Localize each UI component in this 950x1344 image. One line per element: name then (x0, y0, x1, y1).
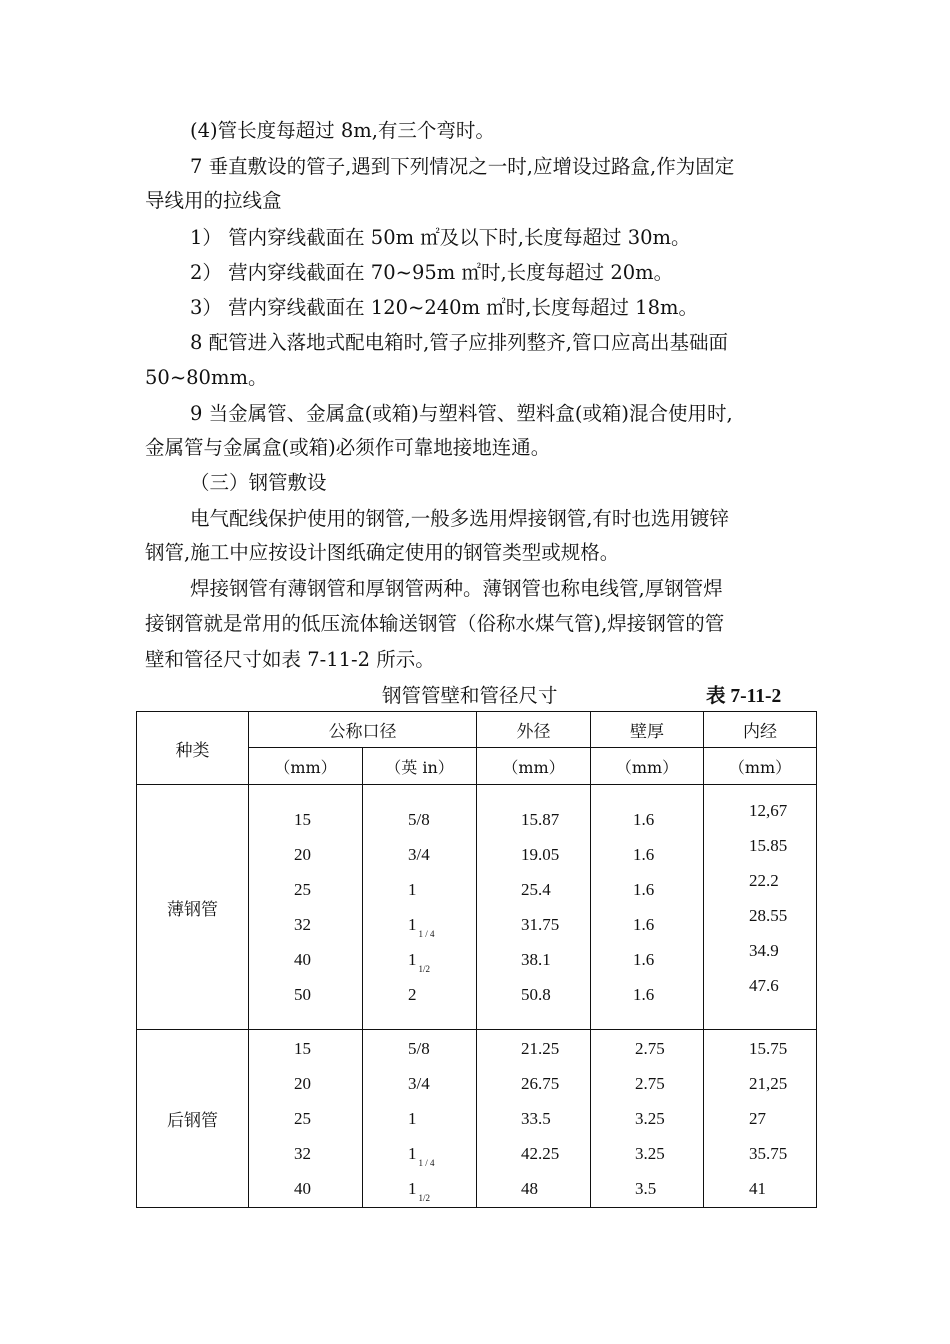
paragraph-line: 金属管与金属盒(或箱)必须作可靠地接地连通。 (145, 436, 551, 459)
header-kind: 种类 (137, 712, 249, 785)
kind-thin-pipe: 薄钢管 (137, 785, 249, 1030)
table-cell-value (408, 837, 476, 872)
value-list (477, 802, 590, 1012)
table-cell-value: 12,67 (749, 801, 788, 820)
table-cell-value (408, 1171, 476, 1206)
table-cell-value: 15 (294, 810, 311, 829)
table-cell-value: 34.9 (749, 941, 779, 960)
value-list (363, 1031, 476, 1206)
list-item: 2） 营内穿线截面在 70~95m ㎡时,长度每超过 20m。 (190, 261, 674, 284)
table-cell-value: 21,25 (749, 1074, 788, 1093)
col-id (704, 785, 817, 1030)
inch-value: 1 (408, 950, 417, 969)
table-cell-value: 2.75 (635, 1039, 665, 1058)
table-cell-value: 3.25 (635, 1109, 665, 1128)
header-wall: 壁厚 (591, 712, 704, 748)
table-cell-value (408, 1066, 476, 1101)
table-cell-value: 1.6 (633, 950, 655, 969)
header-nominal: 公称口径 (249, 712, 477, 748)
value-list (591, 802, 703, 1012)
paragraph-line: (4)管长度每超过 8m,有三个弯时。 (190, 119, 495, 142)
value-list (704, 793, 816, 1003)
paragraph-line: 焊接钢管有薄钢管和厚钢管两种。薄钢管也称电线管,厚钢管焊 (190, 577, 723, 600)
col-inch (363, 785, 477, 1030)
header-unit-od: （mm） (477, 748, 591, 785)
table-cell-value: 20 (294, 845, 311, 864)
table-cell-value: 31.75 (521, 915, 560, 934)
table-cell-value: 25.4 (521, 880, 551, 899)
inch-value: 2 (408, 985, 417, 1004)
table-cell-value: 40 (294, 1179, 311, 1198)
table-cell-value: 25 (294, 880, 311, 899)
table-cell-value (408, 907, 476, 942)
paragraph-line: 7 垂直敷设的管子,遇到下列情况之一时,应增设过路盒,作为固定 (190, 155, 735, 178)
paragraph-line: 壁和管径尺寸如表 7-11-2 所示。 (145, 648, 435, 671)
value-list (591, 1031, 703, 1206)
header-id: 内经 (704, 712, 817, 748)
table-cell-value (408, 1136, 476, 1171)
pipe-size-table (136, 711, 816, 1207)
table-cell-value: 1.6 (633, 810, 655, 829)
inch-value: 1 (408, 1109, 417, 1128)
header-od: 外径 (477, 712, 591, 748)
table-cell-value: 33.5 (521, 1109, 551, 1128)
paragraph-line: 50~80mm。 (145, 366, 268, 389)
table-cell-value: 38.1 (521, 950, 551, 969)
inch-value: 1 (408, 880, 417, 899)
inch-value: 1 (408, 915, 417, 934)
table-cell-value: 21.25 (521, 1039, 560, 1058)
header-unit-wall: （mm） (591, 748, 704, 785)
table-cell-value: 1.6 (633, 845, 655, 864)
inch-fraction: 1 / 4 (418, 1158, 435, 1168)
paragraph-line: 钢管,施工中应按设计图纸确定使用的钢管类型或规格。 (145, 541, 620, 564)
table-cell-value: 42.25 (521, 1144, 560, 1163)
col-mm (249, 785, 363, 1030)
col-od (477, 1030, 591, 1208)
section-heading: （三）钢管敷设 (190, 471, 327, 494)
table-cell-value: 48 (521, 1179, 538, 1198)
table-cell-value: 1.6 (633, 915, 655, 934)
table-cell-value (408, 977, 476, 1012)
header-unit-id: （mm） (704, 748, 817, 785)
table-cell-value: 28.55 (749, 906, 788, 925)
inch-value: 1 (408, 1144, 417, 1163)
table-number: 表 7-11-2 (706, 686, 782, 707)
table-cell-value (408, 872, 476, 907)
table-row (137, 785, 817, 1030)
paragraph-line: 电气配线保护使用的钢管,一般多选用焊接钢管,有时也选用镀锌 (190, 507, 729, 530)
inch-value: 5/8 (408, 1039, 430, 1058)
kind-thick-pipe: 后钢管 (137, 1030, 249, 1208)
list-item: 3） 营内穿线截面在 120~240m ㎡时,长度每超过 18m。 (190, 296, 698, 319)
table-cell-value: 35.75 (749, 1144, 788, 1163)
inch-fraction: 1/2 (418, 964, 431, 974)
col-id (704, 1030, 817, 1208)
inch-value: 5/8 (408, 810, 430, 829)
table-cell-value: 1.6 (633, 880, 655, 899)
table-caption: 钢管管壁和管径尺寸 (382, 684, 558, 707)
col-mm (249, 1030, 363, 1208)
inch-value: 1 (408, 1179, 417, 1198)
paragraph-line: 接钢管就是常用的低压流体输送钢管（俗称水煤气管),焊接钢管的管 (145, 612, 725, 635)
table-cell-value: 32 (294, 1144, 311, 1163)
list-item: 1） 管内穿线截面在 50m ㎡及以下时,长度每超过 30m。 (190, 226, 691, 249)
value-list (249, 1031, 362, 1206)
table-cell-value: 25 (294, 1109, 311, 1128)
table-cell-value: 19.05 (521, 845, 560, 864)
inch-fraction: 1/2 (418, 1193, 431, 1203)
paragraph-line: 8 配管进入落地式配电箱时,管子应排列整齐,管口应高出基础面 (190, 331, 729, 354)
table-cell-value: 15.75 (749, 1039, 788, 1058)
col-wall (591, 785, 704, 1030)
table-cell-value: 15 (294, 1039, 311, 1058)
table-row (137, 1030, 817, 1208)
table-cell-value (408, 802, 476, 837)
table-cell-value: 50 (294, 985, 311, 1004)
value-list (477, 1031, 590, 1206)
value-list (249, 802, 362, 1012)
table-cell-value: 50.8 (521, 985, 551, 1004)
table-cell-value: 15.85 (749, 836, 788, 855)
table-cell-value: 47.6 (749, 976, 779, 995)
inch-fraction: 1 / 4 (418, 929, 435, 939)
table-cell-value (408, 942, 476, 977)
col-od (477, 785, 591, 1030)
table-cell-value: 41 (749, 1179, 766, 1198)
col-inch (363, 1030, 477, 1208)
table-cell-value: 26.75 (521, 1074, 560, 1093)
table-cell-value: 3.25 (635, 1144, 665, 1163)
table-cell-value (408, 1031, 476, 1066)
value-list (704, 1031, 816, 1206)
table-cell-value: 32 (294, 915, 311, 934)
table-cell-value: 15.87 (521, 810, 560, 829)
table-cell-value: 3.5 (635, 1179, 657, 1198)
table-cell-value: 22.2 (749, 871, 779, 890)
table-cell-value (408, 1101, 476, 1136)
paragraph-line: 9 当金属管、金属盒(或箱)与塑料管、塑料盒(或箱)混合使用时, (190, 402, 733, 425)
table-cell-value: 40 (294, 950, 311, 969)
inch-value: 3/4 (408, 1074, 430, 1093)
table-cell-value: 1.6 (633, 985, 655, 1004)
table-cell-value: 27 (749, 1109, 766, 1128)
col-wall (591, 1030, 704, 1208)
header-unit-mm: （mm） (249, 748, 363, 785)
table-cell-value: 20 (294, 1074, 311, 1093)
value-list (363, 802, 476, 1012)
table-cell-value: 2.75 (635, 1074, 665, 1093)
inch-value: 3/4 (408, 845, 430, 864)
paragraph-line: 导线用的拉线盒 (145, 189, 282, 212)
header-unit-in: （英 in） (363, 748, 477, 785)
